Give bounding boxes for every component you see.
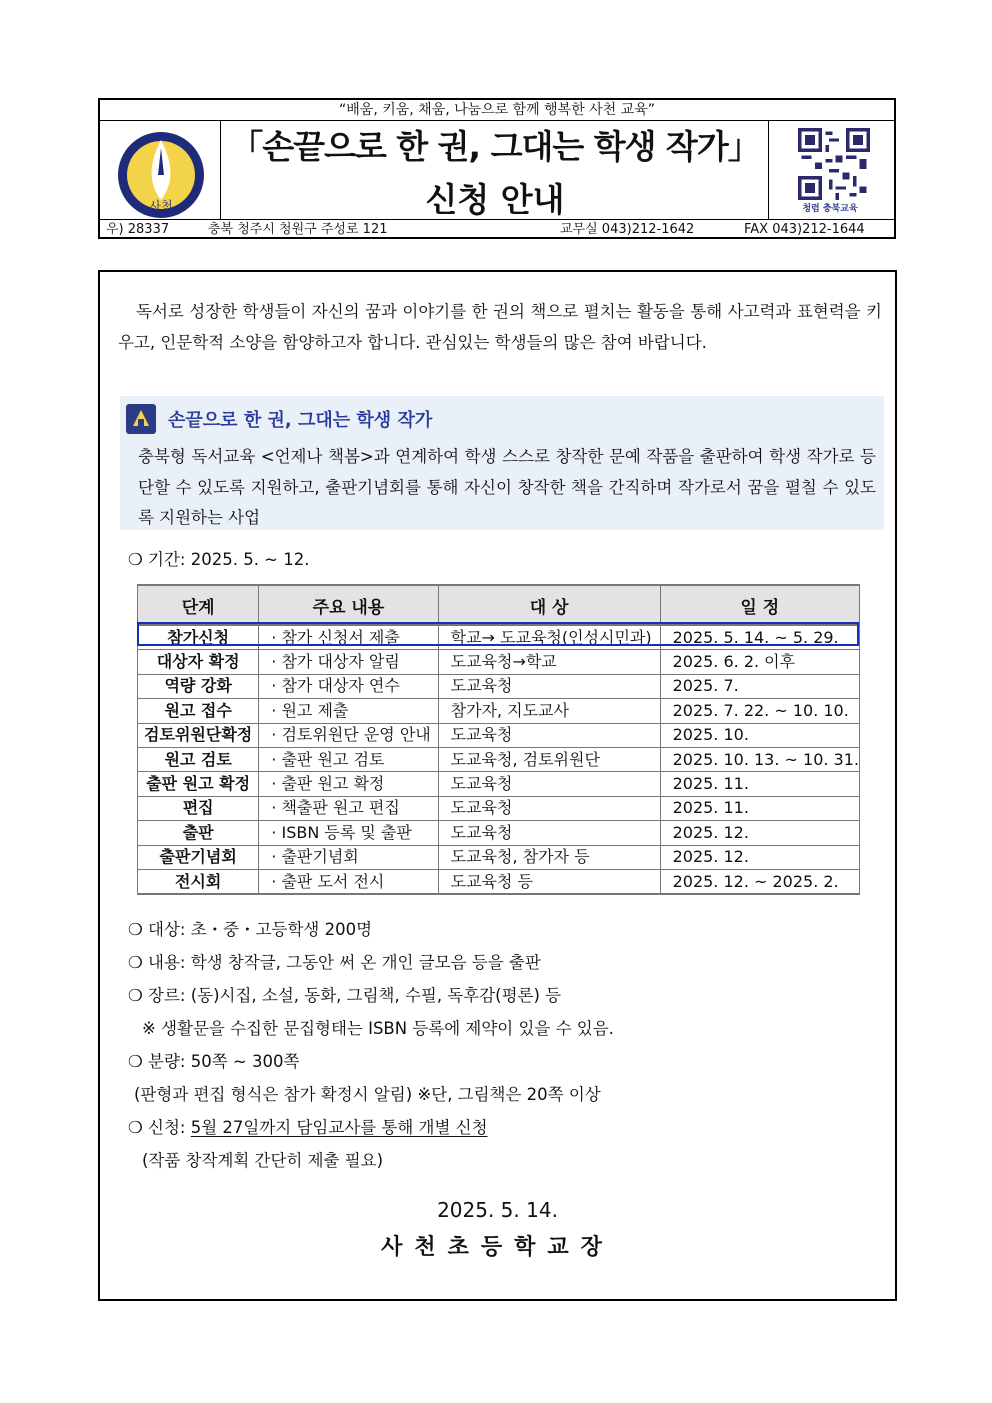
program-title: 손끝으로 한 권, 그대는 학생 작가 (168, 410, 433, 431)
content-cell: · 출판 원고 확정 (259, 772, 438, 796)
program-description: 충북형 독서교육 <언제나 책봄>과 연계하여 학생 스스로 창작한 문예 작품을 출판하여 학생 작가로 등단할 수 있도록 지원하고, 출판기념회를 통해 자신이 창작한 책을 간직하며 작가로서 꿈을 펼칠 수 있도록 지원하는 사업 (138, 447, 876, 527)
target-cell: 도교육청 (438, 796, 660, 820)
document-title: 「손끝으로 한 권, 그대는 학생 작가」 (230, 127, 760, 166)
content-cell: · 출판 원고 검토 (259, 747, 438, 771)
target-cell: 도교육청 (438, 723, 660, 747)
stage-cell: 출판 (138, 821, 259, 845)
target-cell: 도교육청, 참가자 등 (438, 845, 660, 869)
col-stage: 단계 (138, 585, 259, 625)
stage-cell: 대상자 확정 (138, 650, 259, 674)
content-cell: · 원고 제출 (259, 699, 438, 723)
qr-code (792, 128, 876, 200)
postal-code: 우) 28337 (106, 222, 170, 237)
content-cell: · ISBN 등록 및 출판 (259, 821, 438, 845)
table-row (138, 747, 860, 771)
program-icon (126, 404, 156, 434)
fax: FAX 043)212-1644 (744, 222, 865, 237)
target-cell: 학교→ 도교육청(인성시민과) (438, 625, 660, 650)
schedule-cell: 2025. 10. (660, 723, 859, 747)
volume-note: (판형과 편집 형식은 참가 확정시 알림) ※단, 그림책은 20쪽 이상 (134, 1085, 601, 1104)
letterhead (98, 98, 896, 239)
stage-cell: 출판기념회 (138, 845, 259, 869)
schedule-cell: 2025. 7. 22. ~ 10. 10. (660, 699, 859, 723)
genre: ❍ 장르: (동)시집, 소설, 동화, 그림책, 수필, 독후감(평론) 등 (128, 986, 562, 1005)
apply-prefix: ❍ 신청: (128, 1118, 191, 1137)
highlight-box (137, 622, 859, 646)
table-row (138, 674, 860, 698)
intro-text: 독서로 성장한 학생들이 자신의 꿈과 이야기를 한 권의 책으로 펼치는 활동을 통해 사고력과 표현력을 키우고, 인문학적 소양을 함양하고자 합니다. 관심있는 학생들의 많은 참여 바랍니다. (118, 302, 882, 352)
intro (118, 296, 882, 358)
stage-cell: 전시회 (138, 869, 259, 894)
stage-cell: 검토위원단확정 (138, 723, 259, 747)
qr-caption: 청렴 충북교육 (802, 204, 858, 214)
period: ❍ 기간: 2025. 5. ~ 12. (128, 550, 310, 569)
schedule-cell: 2025. 6. 2. 이후 (660, 650, 859, 674)
content-cell: · 참가 신청서 제출 (259, 625, 438, 650)
table-row (138, 772, 860, 796)
schedule-cell: 2025. 5. 14. ~ 5. 29. (660, 625, 859, 650)
schedule-cell: 2025. 12. (660, 821, 859, 845)
slogan: “배움, 키움, 채움, 나눔으로 함께 행복한 사천 교육” (100, 100, 894, 121)
office-phone: 교무실 043)212-1642 (560, 222, 695, 237)
content-cell: · 출판기념회 (259, 845, 438, 869)
volume: ❍ 분량: 50쪽 ~ 300쪽 (128, 1052, 300, 1071)
schedule-cell: 2025. 10. 13. ~ 10. 31. (660, 747, 859, 771)
stage-cell: 참가신청 (138, 625, 259, 650)
document-subtitle: 신청 안내 (425, 180, 565, 219)
content-cell: · 참가 대상자 연수 (259, 674, 438, 698)
apply (128, 1114, 488, 1138)
target-cell: 도교육청 (438, 674, 660, 698)
school-logo (116, 130, 206, 220)
program-box (120, 396, 884, 530)
target-cell: 도교육청→학교 (438, 650, 660, 674)
content-cell: · 검토위원단 운영 안내 (259, 723, 438, 747)
issue-date: 2025. 5. 14. (437, 1198, 558, 1222)
content-cell: · 책출판 원고 편집 (259, 796, 438, 820)
document-body (98, 270, 897, 1301)
apply-text: 5월 27일까지 담임교사를 통해 개별 신청 (190, 1118, 488, 1137)
address-bar (100, 219, 894, 240)
col-target: 대 상 (438, 585, 660, 625)
stage-cell: 편집 (138, 796, 259, 820)
apply-note: (작품 창작계획 간단히 제출 필요) (142, 1151, 384, 1170)
table-row (138, 796, 860, 820)
stage-cell: 원고 검토 (138, 747, 259, 771)
schedule-cell: 2025. 12. (660, 845, 859, 869)
table-row (138, 650, 860, 674)
col-content: 주요 내용 (259, 585, 438, 625)
table-row (138, 869, 860, 894)
stage-cell: 출판 원고 확정 (138, 772, 259, 796)
table-row (138, 845, 860, 869)
schedule-cell: 2025. 11. (660, 772, 859, 796)
address: 충북 청주시 청원구 주성로 121 (208, 222, 388, 237)
table-row (138, 699, 860, 723)
schedule-cell: 2025. 7. (660, 674, 859, 698)
stage-cell: 원고 접수 (138, 699, 259, 723)
target-cell: 참가자, 지도교사 (438, 699, 660, 723)
signature: 사천초등학교장 (381, 1235, 614, 1260)
logo-text: 사천 (149, 199, 173, 213)
content: ❍ 내용: 학생 창작글, 그동안 써 온 개인 글모음 등을 출판 (128, 953, 541, 972)
table-row (138, 723, 860, 747)
target: ❍ 대상: 초・중・고등학생 200명 (128, 920, 373, 939)
target-cell: 도교육청 (438, 821, 660, 845)
genre-note: ※ 생활문을 수집한 문집형태는 ISBN 등록에 제약이 있을 수 있음. (142, 1019, 614, 1038)
content-cell: · 참가 대상자 알림 (259, 650, 438, 674)
stage-cell: 역량 강화 (138, 674, 259, 698)
table-row (138, 821, 860, 845)
divider (220, 120, 221, 219)
target-cell: 도교육청 등 (438, 869, 660, 894)
schedule-cell: 2025. 11. (660, 796, 859, 820)
col-schedule: 일 정 (660, 585, 859, 625)
target-cell: 도교육청 (438, 772, 660, 796)
table-header-row (138, 585, 860, 625)
target-cell: 도교육청, 검토위원단 (438, 747, 660, 771)
content-cell: · 출판 도서 전시 (259, 869, 438, 894)
schedule-cell: 2025. 12. ~ 2025. 2. (660, 869, 859, 894)
